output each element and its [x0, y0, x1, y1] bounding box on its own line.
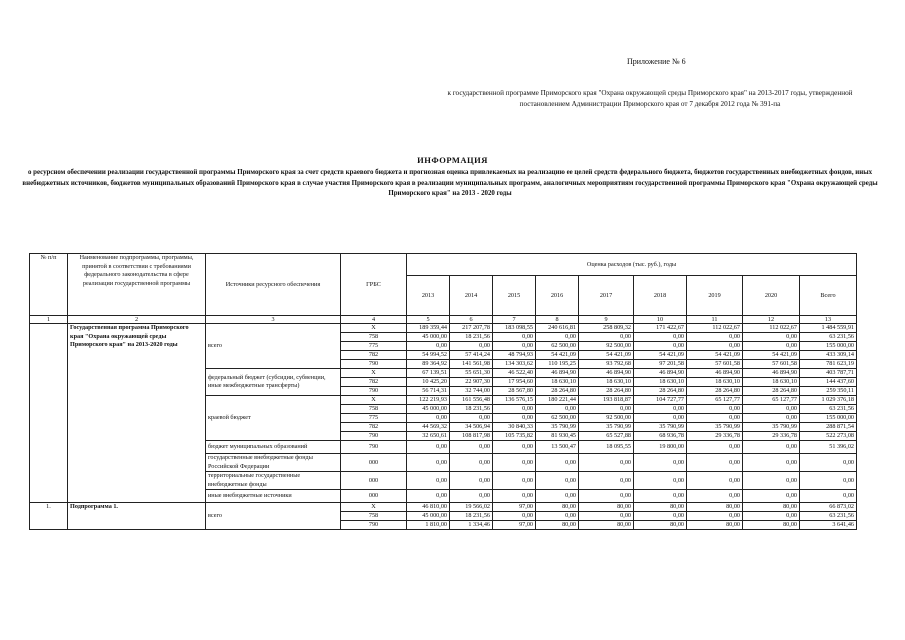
source-cell: государственные внебюджетные фонды Российской Федерации — [206, 454, 341, 472]
table-body — [30, 324, 857, 530]
grbs-cell: 790 — [341, 387, 407, 396]
value-cell: 63 231,56 — [800, 333, 857, 342]
value-cell: 65 127,77 — [743, 396, 800, 405]
value-cell: 0,00 — [634, 333, 687, 342]
value-cell: 28 264,80 — [743, 387, 800, 396]
value-cell: 46 894,90 — [634, 369, 687, 378]
source-cell: всего — [206, 324, 341, 369]
value-cell: 35 790,99 — [536, 423, 579, 432]
column-number: 12 — [743, 316, 800, 324]
value-cell: 288 871,54 — [800, 423, 857, 432]
value-cell: 48 794,93 — [493, 351, 536, 360]
header-year: 2018 — [634, 276, 687, 316]
value-cell: 93 792,68 — [579, 360, 634, 369]
value-cell: 0,00 — [450, 414, 493, 423]
appendix-subtitle: к государственной программе Приморского края "Охрана окружающей среды Приморского края" на 2013-2017 годы, утвержденной постановлением Администрации Приморского края от 7 декабря 2012 года № 391-па — [447, 89, 853, 108]
value-cell: 105 735,82 — [493, 432, 536, 441]
value-cell: 0,00 — [743, 490, 800, 503]
value-cell: 28 264,80 — [687, 387, 743, 396]
value-cell: 65 127,77 — [687, 396, 743, 405]
value-cell: 0,00 — [579, 333, 634, 342]
value-cell: 0,00 — [579, 490, 634, 503]
value-cell: 32 650,61 — [407, 432, 450, 441]
value-cell: 80,00 — [579, 503, 634, 512]
value-cell: 0,00 — [634, 490, 687, 503]
value-cell: 171 422,67 — [634, 324, 687, 333]
value-cell: 0,00 — [536, 512, 579, 521]
value-cell: 28 567,80 — [493, 387, 536, 396]
value-cell: 781 623,19 — [800, 360, 857, 369]
value-cell: 51 396,02 — [800, 441, 857, 454]
column-number: 10 — [634, 316, 687, 324]
value-cell: 18 630,10 — [634, 378, 687, 387]
grbs-cell: 790 — [341, 360, 407, 369]
value-cell: 80,00 — [536, 521, 579, 530]
value-cell: 3 641,46 — [800, 521, 857, 530]
value-cell: 80,00 — [687, 503, 743, 512]
value-cell: 0,00 — [687, 414, 743, 423]
value-cell: 0,00 — [536, 405, 579, 414]
value-cell: 0,00 — [743, 472, 800, 490]
value-cell: 80,00 — [743, 521, 800, 530]
value-cell: 18 231,56 — [450, 333, 493, 342]
value-cell: 0,00 — [743, 454, 800, 472]
value-cell: 46 894,90 — [743, 369, 800, 378]
value-cell: 183 098,55 — [493, 324, 536, 333]
grbs-cell: 758 — [341, 333, 407, 342]
value-cell: 0,00 — [743, 342, 800, 351]
value-cell: 403 787,71 — [800, 369, 857, 378]
value-cell: 0,00 — [634, 454, 687, 472]
header-year: Всего — [800, 276, 857, 316]
grbs-cell: X — [341, 324, 407, 333]
header-num: № п/п — [30, 254, 68, 316]
value-cell: 112 022,67 — [743, 324, 800, 333]
value-cell: 0,00 — [800, 490, 857, 503]
value-cell: 35 790,99 — [579, 423, 634, 432]
grbs-cell: 790 — [341, 521, 407, 530]
value-cell: 0,00 — [493, 490, 536, 503]
value-cell: 34 506,94 — [450, 423, 493, 432]
value-cell: 0,00 — [634, 512, 687, 521]
value-cell: 155 000,00 — [800, 342, 857, 351]
value-cell: 80,00 — [687, 521, 743, 530]
value-cell: 1 029 376,18 — [800, 396, 857, 405]
header-name: Наименование подпрограммы, программы, принятой в соответствии с требованиями федерального законодательства в сфере реализации государственной программы — [68, 254, 206, 316]
value-cell: 0,00 — [493, 405, 536, 414]
column-number: 7 — [493, 316, 536, 324]
value-cell: 57 601,58 — [743, 360, 800, 369]
grbs-cell: X — [341, 396, 407, 405]
value-cell: 46 894,90 — [536, 369, 579, 378]
value-cell: 0,00 — [634, 342, 687, 351]
value-cell: 0,00 — [634, 405, 687, 414]
value-cell: 45 000,00 — [407, 405, 450, 414]
value-cell: 0,00 — [450, 490, 493, 503]
value-cell: 0,00 — [743, 333, 800, 342]
value-cell: 0,00 — [800, 472, 857, 490]
column-number: 11 — [687, 316, 743, 324]
value-cell: 67 139,51 — [407, 369, 450, 378]
value-cell: 22 907,30 — [450, 378, 493, 387]
value-cell: 0,00 — [536, 454, 579, 472]
value-cell: 54 421,09 — [536, 351, 579, 360]
grbs-cell: 775 — [341, 342, 407, 351]
value-cell: 89 364,92 — [407, 360, 450, 369]
value-cell: 80,00 — [579, 521, 634, 530]
value-cell: 28 264,80 — [579, 387, 634, 396]
value-cell: 56 714,31 — [407, 387, 450, 396]
value-cell: 1 810,00 — [407, 521, 450, 530]
resource-table — [29, 253, 857, 530]
value-cell: 18 231,56 — [450, 512, 493, 521]
value-cell: 46 810,00 — [407, 503, 450, 512]
value-cell: 258 809,32 — [579, 324, 634, 333]
value-cell: 108 817,98 — [450, 432, 493, 441]
value-cell: 0,00 — [579, 405, 634, 414]
value-cell: 45 000,00 — [407, 333, 450, 342]
value-cell: 0,00 — [687, 342, 743, 351]
value-cell: 80,00 — [634, 521, 687, 530]
value-cell: 0,00 — [450, 472, 493, 490]
header-year: 2013 — [407, 276, 450, 316]
value-cell: 18 231,56 — [450, 405, 493, 414]
header-grbs: ГРБС — [341, 254, 407, 316]
value-cell: 122 219,93 — [407, 396, 450, 405]
value-cell: 136 576,15 — [493, 396, 536, 405]
value-cell: 0,00 — [634, 472, 687, 490]
value-cell: 134 303,62 — [493, 360, 536, 369]
value-cell: 0,00 — [579, 472, 634, 490]
grbs-cell: 782 — [341, 423, 407, 432]
value-cell: 0,00 — [687, 441, 743, 454]
value-cell: 28 264,80 — [634, 387, 687, 396]
header-year: 2017 — [579, 276, 634, 316]
value-cell: 0,00 — [800, 454, 857, 472]
value-cell: 97,00 — [493, 521, 536, 530]
value-cell: 240 616,81 — [536, 324, 579, 333]
value-cell: 0,00 — [450, 441, 493, 454]
value-cell: 92 500,00 — [579, 414, 634, 423]
appendix-label: Приложение № 6 — [627, 57, 686, 66]
value-cell: 522 273,08 — [800, 432, 857, 441]
value-cell: 80,00 — [634, 503, 687, 512]
grbs-cell: 000 — [341, 454, 407, 472]
value-cell: 0,00 — [687, 405, 743, 414]
column-number: 9 — [579, 316, 634, 324]
value-cell: 0,00 — [687, 490, 743, 503]
value-cell: 161 556,48 — [450, 396, 493, 405]
column-number: 6 — [450, 316, 493, 324]
value-cell: 0,00 — [743, 441, 800, 454]
program-num-cell — [30, 324, 68, 503]
value-cell: 189 359,44 — [407, 324, 450, 333]
column-number: 1 — [30, 316, 68, 324]
value-cell: 57 601,58 — [687, 360, 743, 369]
table-header — [30, 254, 857, 324]
header-source: Источники ресурсного обеспечения — [206, 254, 341, 316]
value-cell: 18 630,10 — [579, 378, 634, 387]
value-cell: 28 264,80 — [536, 387, 579, 396]
value-cell: 81 930,45 — [536, 432, 579, 441]
subprogram-num: 1. — [30, 503, 68, 530]
value-cell: 46 522,40 — [493, 369, 536, 378]
value-cell: 0,00 — [493, 472, 536, 490]
header-year: 2019 — [687, 276, 743, 316]
value-cell: 97,00 — [493, 503, 536, 512]
value-cell: 0,00 — [493, 342, 536, 351]
value-cell: 30 840,33 — [493, 423, 536, 432]
grbs-cell: X — [341, 503, 407, 512]
value-cell: 97 201,58 — [634, 360, 687, 369]
value-cell: 0,00 — [407, 472, 450, 490]
value-cell: 54 421,09 — [579, 351, 634, 360]
value-cell: 19 566,02 — [450, 503, 493, 512]
value-cell: 0,00 — [407, 342, 450, 351]
value-cell: 0,00 — [536, 490, 579, 503]
value-cell: 104 727,77 — [634, 396, 687, 405]
value-cell: 80,00 — [743, 503, 800, 512]
value-cell: 180 221,44 — [536, 396, 579, 405]
value-cell: 35 790,99 — [687, 423, 743, 432]
source-cell: бюджет муниципальных образований — [206, 441, 341, 454]
value-cell: 10 425,20 — [407, 378, 450, 387]
value-cell: 54 421,09 — [634, 351, 687, 360]
value-cell: 35 790,99 — [743, 423, 800, 432]
value-cell: 57 414,24 — [450, 351, 493, 360]
value-cell: 0,00 — [407, 490, 450, 503]
column-number: 2 — [68, 316, 206, 324]
grbs-cell: 000 — [341, 490, 407, 503]
value-cell: 68 936,78 — [634, 432, 687, 441]
value-cell: 110 195,25 — [536, 360, 579, 369]
value-cell: 54 994,52 — [407, 351, 450, 360]
value-cell: 1 484 559,91 — [800, 324, 857, 333]
value-cell: 13 500,47 — [536, 441, 579, 454]
value-cell: 18 095,55 — [579, 441, 634, 454]
grbs-cell: 775 — [341, 414, 407, 423]
value-cell: 0,00 — [743, 512, 800, 521]
header-year: 2016 — [536, 276, 579, 316]
column-number: 8 — [536, 316, 579, 324]
value-cell: 0,00 — [687, 512, 743, 521]
value-cell: 32 744,00 — [450, 387, 493, 396]
value-cell: 155 000,00 — [800, 414, 857, 423]
value-cell: 18 630,10 — [743, 378, 800, 387]
table-row — [30, 324, 857, 333]
value-cell: 0,00 — [407, 441, 450, 454]
grbs-cell: 758 — [341, 512, 407, 521]
document-title: ИНФОРМАЦИЯ — [417, 155, 488, 165]
grbs-cell: 782 — [341, 351, 407, 360]
value-cell: 0,00 — [579, 512, 634, 521]
value-cell: 1 334,46 — [450, 521, 493, 530]
value-cell: 54 421,09 — [687, 351, 743, 360]
value-cell: 0,00 — [493, 512, 536, 521]
value-cell: 54 421,09 — [743, 351, 800, 360]
header-year: 2014 — [450, 276, 493, 316]
grbs-cell: X — [341, 369, 407, 378]
value-cell: 62 500,00 — [536, 414, 579, 423]
value-cell: 80,00 — [536, 503, 579, 512]
grbs-cell: 000 — [341, 472, 407, 490]
value-cell: 63 231,56 — [800, 512, 857, 521]
value-cell: 0,00 — [493, 333, 536, 342]
value-cell: 19 800,00 — [634, 441, 687, 454]
value-cell: 0,00 — [634, 414, 687, 423]
value-cell: 144 437,60 — [800, 378, 857, 387]
value-cell: 141 561,98 — [450, 360, 493, 369]
source-cell: всего — [206, 503, 341, 530]
value-cell: 46 894,90 — [687, 369, 743, 378]
value-cell: 35 790,99 — [634, 423, 687, 432]
value-cell: 63 231,56 — [800, 405, 857, 414]
value-cell: 0,00 — [687, 472, 743, 490]
source-cell: федеральный бюджет (субсидии, субвенции, иные межбюджетные трансферты) — [206, 369, 341, 396]
value-cell: 0,00 — [536, 472, 579, 490]
value-cell: 62 500,00 — [536, 342, 579, 351]
grbs-cell: 790 — [341, 441, 407, 454]
value-cell: 0,00 — [450, 342, 493, 351]
value-cell: 29 336,78 — [687, 432, 743, 441]
value-cell: 45 000,00 — [407, 512, 450, 521]
value-cell: 0,00 — [493, 454, 536, 472]
value-cell: 0,00 — [743, 405, 800, 414]
value-cell: 0,00 — [407, 414, 450, 423]
header-year: 2015 — [493, 276, 536, 316]
header-year: 2020 — [743, 276, 800, 316]
value-cell: 0,00 — [687, 333, 743, 342]
value-cell: 17 954,60 — [493, 378, 536, 387]
value-cell: 55 651,30 — [450, 369, 493, 378]
program-name: Государственная программа Приморского края "Охрана окружающей среды Приморского края" на 2013-2020 годы — [68, 324, 206, 503]
grbs-cell: 782 — [341, 378, 407, 387]
column-number: 4 — [341, 316, 407, 324]
column-number: 13 — [800, 316, 857, 324]
value-cell: 0,00 — [407, 454, 450, 472]
value-cell: 18 630,10 — [687, 378, 743, 387]
subprogram-name: Подпрограмма 1. — [68, 503, 206, 530]
grbs-cell: 790 — [341, 432, 407, 441]
value-cell: 92 500,00 — [579, 342, 634, 351]
value-cell: 433 309,14 — [800, 351, 857, 360]
value-cell: 65 527,88 — [579, 432, 634, 441]
value-cell: 193 818,87 — [579, 396, 634, 405]
value-cell: 0,00 — [536, 333, 579, 342]
value-cell: 217 207,78 — [450, 324, 493, 333]
value-cell: 0,00 — [450, 454, 493, 472]
value-cell: 0,00 — [493, 441, 536, 454]
value-cell: 259 350,11 — [800, 387, 857, 396]
source-cell: территориальные государственные внебюджетные фонды — [206, 472, 341, 490]
value-cell: 0,00 — [743, 414, 800, 423]
source-cell: иные внебюджетные источники — [206, 490, 341, 503]
document-description: о ресурсном обеспечении реализации государственной программы Приморского края за счет средств краевого бюджета и прогнозная оценка привлекаемых на реализацию ее целей средств федерального бюджета, бюджетов государственных внебюджетных фондов, иных внебюджетных источников, бюджетов муниципальных образований Приморского края в случае участия Приморского края в реализации муниципальных программ, аналогичных мероприятиям государственной программы Приморского края "Охрана окружающей среды Приморского края" на 2013 - 2020 годы — [22, 169, 878, 197]
column-number: 3 — [206, 316, 341, 324]
column-number: 5 — [407, 316, 450, 324]
value-cell: 112 022,67 — [687, 324, 743, 333]
source-cell: краевой бюджет — [206, 396, 341, 441]
value-cell: 0,00 — [687, 454, 743, 472]
value-cell: 18 630,10 — [536, 378, 579, 387]
value-cell: 66 873,02 — [800, 503, 857, 512]
value-cell: 0,00 — [579, 454, 634, 472]
value-cell: 44 569,32 — [407, 423, 450, 432]
value-cell: 0,00 — [493, 414, 536, 423]
header-estimate: Оценка расходов (тыс. руб.), годы — [407, 254, 857, 276]
table-row — [30, 503, 857, 512]
value-cell: 46 894,90 — [579, 369, 634, 378]
grbs-cell: 758 — [341, 405, 407, 414]
value-cell: 29 336,78 — [743, 432, 800, 441]
